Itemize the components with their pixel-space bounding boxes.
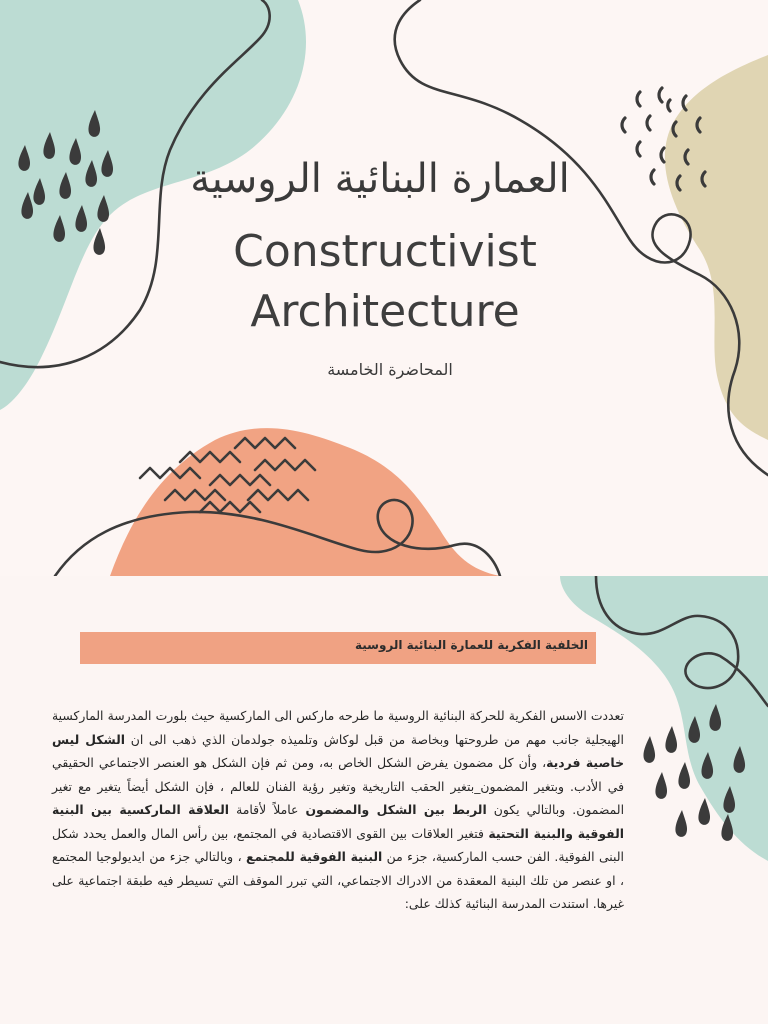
title-line-1: Constructivist xyxy=(233,226,537,277)
section-heading-band xyxy=(80,632,596,664)
orange-blob-shape xyxy=(110,428,500,576)
body-text: تعددت الاسس الفكرية للحركة البنائية الروسية ما طرحه ماركس الى الماركسية حيث بلورت المدرسة الماركسية الهيجلية جانب مهم من طروحتها وبخاصة من قبل لوكاش وتلميذه جولدمان الذي ذهب الى ان xyxy=(52,708,624,747)
slide-title-arabic: العمارة البنائية الروسية xyxy=(190,156,570,202)
body-text-bold: البنية الفوقية للمجتمع xyxy=(246,849,383,864)
content-slide xyxy=(0,576,768,1024)
body-text-bold: العلاقة الماركسية بين البنية الفوقية والبنية التحتية xyxy=(52,802,624,841)
body-text: عاملاً لأقامة xyxy=(229,802,306,817)
body-text-bold: الربط بين الشكل والمضمون xyxy=(305,802,487,817)
body-text: فتغير العلاقات بين القوى الاقتصادية في المجتمع، بين رأس المال والعمل يحدد شكل البنى الفوقية. الفن حسب الماركسية، جزء من xyxy=(52,825,625,864)
body-text-bold: الشكل ليس خاصية فردية xyxy=(52,731,624,770)
body-text: ، وبالتالي جزء من ايديولوجيا المجتمع ، او عنصر من تلك البنية المعقدة من الادراك الاجتماعي، التي تبرر الموقف التي تسيطر فيه طبقة اجتماعية على غيرها. استندت المدرسة البنائية كذلك على: xyxy=(52,849,624,911)
lecture-subtitle: المحاضرة الخامسة xyxy=(327,360,453,379)
section-heading: الخلفية الفكرية للعمارة البنائية الروسية xyxy=(354,638,588,652)
beige-blob-shape xyxy=(665,55,768,440)
body-paragraph xyxy=(52,704,624,916)
slide-title-english xyxy=(150,222,620,342)
teal-blob-shape xyxy=(0,0,306,410)
body-text: ، وأن كل مضمون يفرض الشكل الخاص به، ومن ثم فإن الشكل هو العنصر الاجتماعي الحقيقي في الأدب. وبتغير المضمون_بتغير الحقب التاريخية وتغير رؤية الفنان للعالم ، فإن الشكل أيضاً يتغير مع تغير المضمون. وبالتالي يكون xyxy=(52,755,625,817)
title-line-2: Architecture xyxy=(250,286,520,337)
